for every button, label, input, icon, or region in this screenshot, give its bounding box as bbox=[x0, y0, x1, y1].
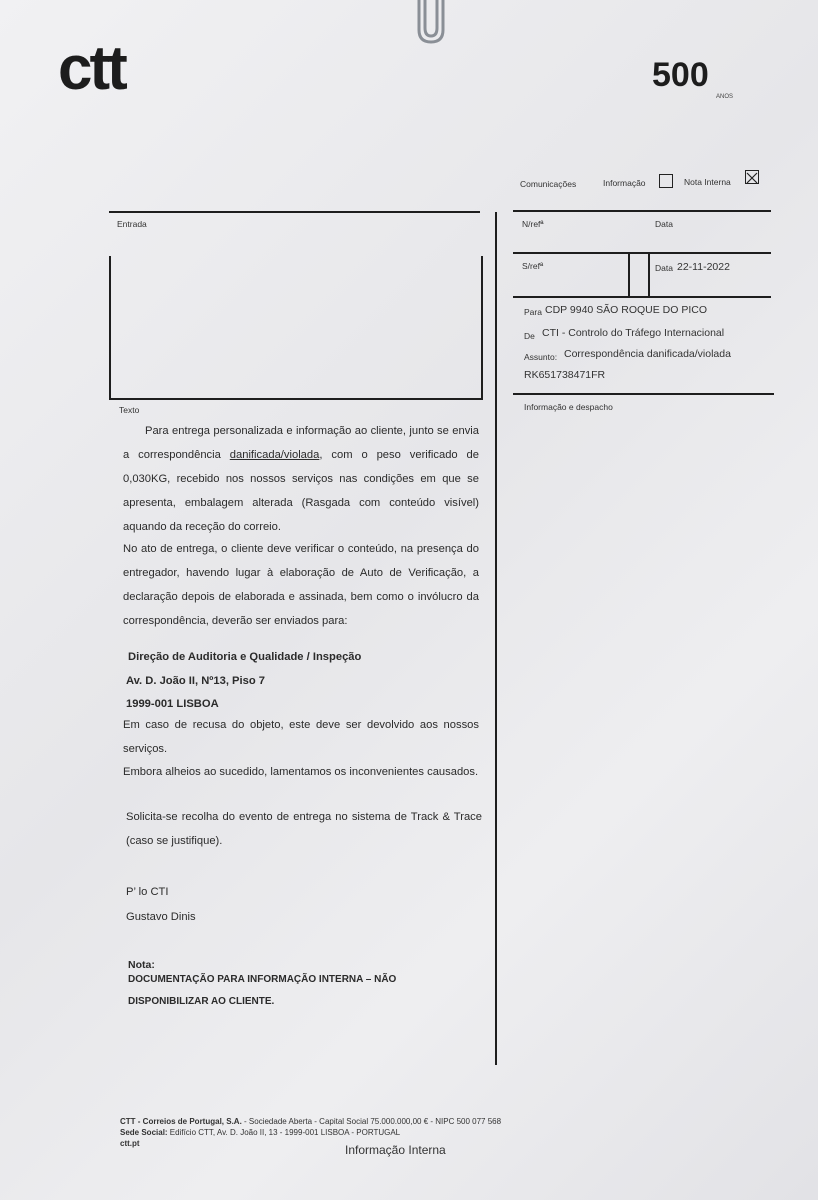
sref-label: S/refª bbox=[522, 261, 544, 271]
texto-label: Texto bbox=[119, 405, 140, 415]
nota-interna-checkbox[interactable] bbox=[745, 170, 759, 184]
right-top-rule bbox=[513, 210, 771, 212]
right-rule-4 bbox=[513, 393, 774, 395]
data2-label: Data bbox=[655, 263, 673, 273]
ctt-logo: ctt bbox=[58, 34, 125, 103]
body-paragraph-5: Solicita-se recolha do evento de entrega no sistema de Track & Trace (caso se justifique). bbox=[126, 811, 482, 847]
informacao-checkbox[interactable] bbox=[659, 174, 673, 188]
right-rule-3 bbox=[513, 296, 771, 298]
entrada-label: Entrada bbox=[117, 219, 147, 229]
signature-line-1: P’ lo CTI bbox=[126, 886, 169, 898]
nota-text: DOCUMENTAÇÃO PARA INFORMAÇÃO INTERNA – NÃO DISPONIBILIZAR AO CLIENTE. bbox=[128, 974, 397, 1007]
address-line-3: 1999-001 LISBOA bbox=[126, 698, 219, 710]
footer-sede-value: Edifício CTT, Av. D. João II, 13 - 1999-001 LISBOA - PORTUGAL bbox=[167, 1128, 401, 1137]
address-line-1: Direção de Auditoria e Qualidade / Inspeção bbox=[128, 651, 362, 663]
body-paragraph-1 bbox=[123, 419, 479, 539]
right-mid-divider bbox=[628, 253, 630, 297]
para-value: CDP 9940 SÃO ROQUE DO PICO bbox=[545, 304, 708, 316]
data-label: Data bbox=[655, 219, 673, 229]
assunto-value: Correspondência danificada/violada bbox=[564, 348, 731, 360]
data2-value: 22-11-2022 bbox=[677, 261, 730, 273]
nota-interna-label: Nota Interna bbox=[684, 177, 731, 187]
nref-label: N/refª bbox=[522, 219, 544, 229]
informacao-despacho-label: Informação e despacho bbox=[524, 402, 613, 412]
500-anos-logo bbox=[650, 52, 750, 102]
footer-sede-label: Sede Social: bbox=[120, 1128, 168, 1137]
body-paragraph-3: Em caso de recusa do objeto, este deve ser devolvido aos nossos serviços. bbox=[123, 719, 479, 755]
anos-mark: ANOS bbox=[716, 94, 734, 100]
de-label: De bbox=[524, 331, 535, 341]
p1-underlined: danificada/violada bbox=[229, 449, 320, 461]
left-top-rule bbox=[109, 211, 480, 213]
address-line-2: Av. D. João II, Nº13, Piso 7 bbox=[126, 675, 266, 687]
p2-text: No ato de entrega, o cliente deve verificar o conteúdo, na presença do entregador, havendo lugar à elaboração de Auto de Verificação, a declaração depois de elaborada e assinada, bem como o invólucro da correspondência, deverão ser enviados para: bbox=[123, 543, 479, 627]
column-divider bbox=[495, 212, 497, 1065]
de-value: CTI - Controlo do Tráfego Internacional bbox=[542, 327, 725, 339]
footer-company-rest: - Sociedade Aberta - Capital Social 75.000.000,00 € - NIPC 500 077 568 bbox=[241, 1117, 502, 1126]
footer-company: CTT - Correios de Portugal, S.A. bbox=[120, 1117, 242, 1126]
body-paragraph-4: Embora alheios ao sucedido, lamentamos os inconvenientes causados. bbox=[123, 766, 479, 778]
reference-number: RK651738471FR bbox=[524, 369, 606, 381]
paperclip-icon bbox=[405, 0, 465, 48]
informacao-label: Informação bbox=[603, 178, 646, 188]
p1-text-a: Para entrega personalizada e informação ao cliente, junto se envia a correspondência bbox=[123, 425, 479, 461]
para-label: Para bbox=[524, 307, 542, 317]
signature-line-2: Gustavo Dinis bbox=[126, 911, 196, 923]
500-mark: 500 bbox=[652, 56, 709, 94]
comunicacoes-label: Comunicações bbox=[520, 179, 577, 189]
p1-text-b: , com o peso verificado de 0,030KG, recebido nos nossos serviços nas condições em que se apresenta, embalagem alterada (Rasgada com conteúdo visível) aquando da receção do correio. bbox=[123, 449, 480, 533]
body-paragraph-2 bbox=[123, 537, 479, 633]
right-rule-2 bbox=[513, 252, 771, 254]
footer-legal bbox=[120, 1116, 560, 1149]
right-mid-divider-2 bbox=[648, 253, 650, 297]
footer-site: ctt.pt bbox=[120, 1139, 140, 1148]
assunto-label: Assunto: bbox=[524, 352, 558, 362]
entrada-box bbox=[109, 256, 483, 400]
checkbox-x-icon bbox=[746, 172, 758, 184]
nota-label: Nota: bbox=[128, 959, 155, 971]
footer-document-type: Informação Interna bbox=[345, 1143, 446, 1157]
